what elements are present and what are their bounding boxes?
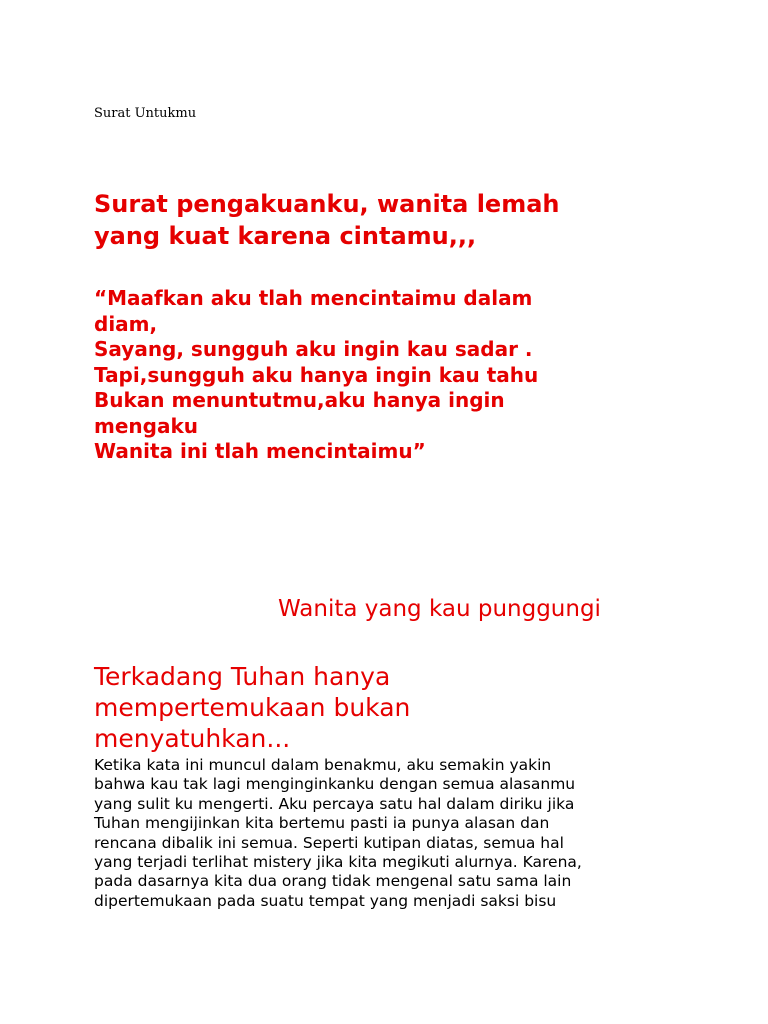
body-line: Ketika kata ini muncul dalam benakmu, aku semakin yakin <box>94 756 552 774</box>
quote-block <box>94 286 694 465</box>
quote-line: mengaku <box>94 413 198 438</box>
quote-line: Tapi,sungguh aku hanya ingin kau tahu <box>94 362 539 387</box>
quote-line: “Maafkan aku tlah mencintaimu dalam <box>94 286 533 310</box>
document-header-title: Surat Untukmu <box>94 106 197 121</box>
quote-line: Wanita ini tlah mencintaimu” <box>94 439 426 463</box>
body-paragraph <box>94 756 694 911</box>
body-line: rencana dibalik ini semua. Seperti kutipan diatas, semua hal <box>94 833 564 852</box>
section-title-line: menyatuhkan... <box>94 724 291 753</box>
signature-line: Wanita yang kau punggungi <box>278 596 601 622</box>
section-title-line: mempertemukaan bukan <box>94 693 411 722</box>
quote-line: Sayang, sungguh aku ingin kau sadar . <box>94 337 533 361</box>
body-line: yang terjadi terlihat mistery jika kita megikuti alurnya. Karena, <box>94 853 582 872</box>
quote-line: Bukan menuntutmu,aku hanya ingin <box>94 388 505 412</box>
headline-line: Surat pengakuanku, wanita lemah <box>94 190 560 218</box>
body-line: Tuhan mengijinkan kita bertemu pasti ia punya alasan dan <box>94 814 550 833</box>
body-line: bahwa kau tak lagi menginginkanku dengan semua alasanmu <box>94 775 576 794</box>
headline <box>94 188 734 252</box>
quote-line: diam, <box>94 311 158 336</box>
body-line: pada dasarnya kita dua orang tidak mengenal satu sama lain <box>94 872 572 891</box>
body-line: yang sulit ku mengerti. Aku percaya satu hal dalam diriku jika <box>94 794 575 813</box>
headline-line: yang kuat karena cintamu,,, <box>94 222 477 250</box>
body-line: dipertemukaan pada suatu tempat yang menjadi saksi bisu <box>94 891 557 910</box>
section-title <box>94 661 410 754</box>
section-title-line: Terkadang Tuhan hanya <box>94 662 391 691</box>
